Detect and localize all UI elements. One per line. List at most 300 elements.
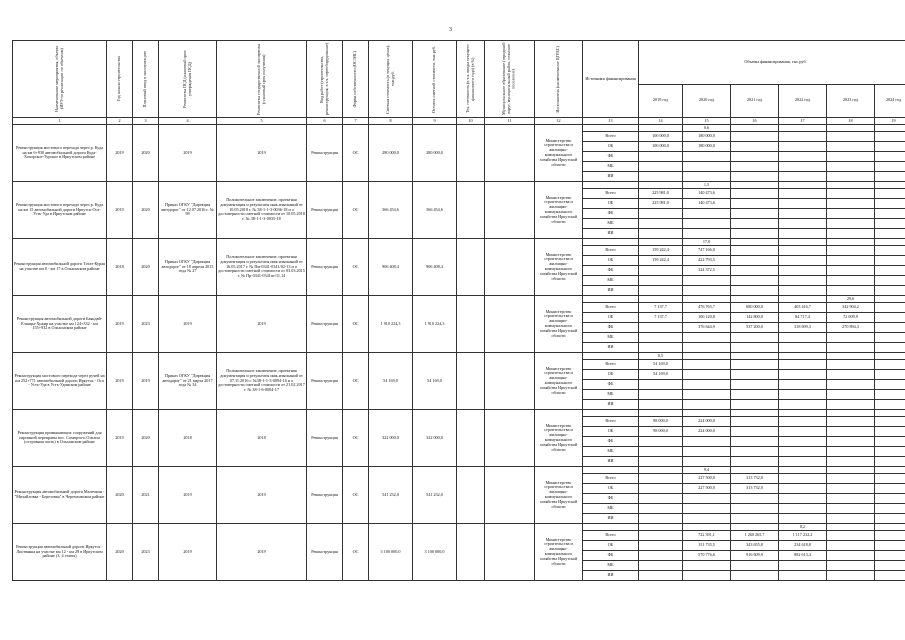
funding-amount: 313 732,0 [731,484,779,494]
readiness [457,296,485,353]
funding-source: ИИ [583,229,639,239]
psd-details: 2018 [159,410,217,467]
funding-amount [827,551,875,561]
funding-amount [779,152,827,162]
executor: Министерство строительства и жилищно-коммунального хозяйства Иркутской области [535,296,583,353]
funding-amount [875,313,905,323]
readiness [457,182,485,239]
table-row [13,410,905,417]
funding-amount: 403 416,7 [779,303,827,313]
funding-source: ФБ [583,152,639,162]
empty-cell [827,182,875,189]
funding-amount [731,172,779,182]
funding-amount [731,162,779,172]
funding-source: ОБ [583,370,639,380]
empty-cell [639,467,683,474]
funding-amount [639,541,683,551]
funding-amount [875,447,905,457]
readiness [457,524,485,581]
funding-source: МБ [583,333,639,343]
table-header [13,41,905,125]
progress-note: 17,0 [683,239,731,246]
funding-amount [731,447,779,457]
empty-cell [639,125,683,132]
funding-amount [875,417,905,427]
funding-amount: 98 000,0 [639,417,683,427]
expertise-details: Положительное заключение, проектная документация и результаты инж.изысканий от 16.05.2017 г. № Пм-0341-0341/02-13 и о достоверности сметной стоимости от 03.03.2015 г. № Пр-0341-0341пт/11.14 [217,239,307,296]
psd-details: 2019 [159,296,217,353]
funding-source: МБ [583,276,639,286]
readiness [457,467,485,524]
source-label-blank [583,239,639,246]
funding-amount [827,380,875,390]
funding-amount [779,370,827,380]
year-header: 2024 год [875,84,905,117]
funding-amount [827,514,875,524]
commission-year: 2019 [133,353,159,410]
funding-amount: 100 120,8 [683,313,731,323]
progress-note: 8,2 [779,524,827,531]
funding-amount: 180 000,0 [683,132,731,142]
funding-amount [639,229,683,239]
empty-cell [731,467,779,474]
psd-details: Приказ ОГКУ "Дирекция автодорог" от 12.07.2016 г. № 98 [159,182,217,239]
funding-amount [639,561,683,571]
column-number: 15 [683,118,731,125]
column-number: 11 [485,118,535,125]
funding-source: ИИ [583,343,639,353]
funding-amount [827,142,875,152]
start-year: 2020 [107,524,133,581]
column-number: 16 [731,118,779,125]
funding-amount [731,390,779,400]
table-row [13,182,905,189]
ownership-form: ОС [343,125,369,182]
funding-amount [639,484,683,494]
funding-amount [731,494,779,504]
funding-amount [827,400,875,410]
funding-amount [827,219,875,229]
funding-amount [779,457,827,467]
funding-amount [731,561,779,571]
psd-details: Приказ ОГКУ "Дирекция автодорог" от 10 апреля 2015 года № 27 [159,239,217,296]
funding-amount: 722 391,1 [683,531,731,541]
object-name: Реконструкция примыкающих сооружений для паромной переправы пос. Сахюрта-о.Ольхон (островная часть) в Ольхонском районе [13,410,107,467]
funding-amount: 225 981,0 [639,189,683,199]
funding-amount [683,400,731,410]
funding-amount [731,400,779,410]
work-type: Реконструкция [307,353,343,410]
empty-cell [875,467,905,474]
progress-note: 0,5 [639,353,683,360]
ownership-form: ОС [343,524,369,581]
funding-amount: 54 169,0 [639,370,683,380]
funding-amount [731,286,779,296]
funding-amount: 1 260 265,7 [731,531,779,541]
progress-note: 1,5 [683,182,731,189]
empty-cell [731,524,779,531]
object-name: Реконструкция мостового перехода через р. Куда на км 6+930 автомобильной дороги Куда-Хохорское-Турское в Иркутском районе [13,125,107,182]
empty-cell [827,353,875,360]
funding-amount [875,380,905,390]
funding-amount [827,286,875,296]
header-municipality: Муниципальное образование (городской округ, муниципальный район, сельское поселение) [485,41,535,118]
remaining-cost: 3 100 000,0 [413,524,457,581]
funding-amount [827,132,875,142]
municipality [485,467,535,524]
work-type: Реконструкция [307,182,343,239]
funding-source: ФБ [583,266,639,276]
funding-amount [639,390,683,400]
municipality [485,353,535,410]
funding-amount [779,132,827,142]
funding-amount [779,447,827,457]
funding-source: ОБ [583,541,639,551]
header-work-type: Вид работ (строительство, реконструкция, в т.ч. переоборудование) [307,41,343,118]
funding-amount [731,417,779,427]
funding-amount [731,199,779,209]
expertise-details: Положительное заключение, проектная документация и результаты инж.изысканий от 10.05.2018 г. № 38-1-1-3-0036-18 и о достоверности сметной стоимости от 10.05.2018 г. № 38-1-1-3-0035-18 [217,182,307,239]
funding-amount [779,172,827,182]
funding-amount [827,561,875,571]
column-number: 10 [457,118,485,125]
funding-amount [639,343,683,353]
source-label-blank [583,353,639,360]
header-expertise: Реквизиты государственной экспертизы (плановый срок получения) [217,41,307,118]
estimated-cost: 3 100 000,0 [369,524,413,581]
empty-cell [731,410,779,417]
funding-amount [827,199,875,209]
funding-amount [779,219,827,229]
funding-amount [875,189,905,199]
funding-source: МБ [583,561,639,571]
funding-amount [639,276,683,286]
funding-amount [779,390,827,400]
funding-amount [683,229,731,239]
executor: Министерство строительства и жилищно-коммунального хозяйства Иркутской области [535,410,583,467]
funding-amount: 140 473,6 [683,199,731,209]
source-label-blank [583,296,639,303]
table-row [13,125,905,132]
funding-amount [683,343,731,353]
funding-amount [683,370,731,380]
funding-amount [827,256,875,266]
table-body [13,125,905,581]
funding-amount: 100 000,0 [639,142,683,152]
funding-amount [779,417,827,427]
work-type: Реконструкция [307,239,343,296]
empty-cell [731,353,779,360]
funding-amount [827,484,875,494]
funding-amount [875,400,905,410]
funding-amount [779,229,827,239]
progress-note [683,410,731,417]
empty-cell [875,353,905,360]
funding-amount: 342 904,2 [827,303,875,313]
funding-source: МБ [583,390,639,400]
empty-cell [779,353,827,360]
year-header: 2023 год [827,84,875,117]
empty-cell [875,239,905,246]
funding-amount: 7 137,7 [639,313,683,323]
funding-amount: 100 000,0 [639,132,683,142]
funding-amount [639,504,683,514]
funding-amount [779,474,827,484]
funding-source: МБ [583,447,639,457]
remaining-cost: 366 454,6 [413,182,457,239]
funding-amount [875,494,905,504]
funding-source: ИИ [583,286,639,296]
funding-amount [683,390,731,400]
empty-cell [683,524,731,531]
funding-source: МБ [583,162,639,172]
municipality [485,410,535,467]
funding-amount [639,380,683,390]
funding-amount [875,323,905,333]
funding-amount [875,437,905,447]
funding-amount: 84 717,4 [779,313,827,323]
funding-amount: 72 009,9 [827,313,875,323]
funding-amount: 159 242,4 [639,256,683,266]
empty-cell [639,410,683,417]
start-year: 2019 [107,125,133,182]
funding-amount: 882 613,4 [779,551,827,561]
column-number: 17 [779,118,827,125]
start-year: 2020 [107,467,133,524]
estimated-cost: 280 000,0 [369,125,413,182]
empty-cell [779,125,827,132]
table-row [13,524,905,531]
funding-amount [827,360,875,370]
funding-amount [639,551,683,561]
column-number-row [13,118,905,125]
funding-amount [731,256,779,266]
header-funding-group: Объемы финансирования, тыс.руб. [639,41,905,85]
funding-amount [875,427,905,437]
funding-amount: 224 000,0 [683,427,731,437]
source-label-blank [583,524,639,531]
empty-cell [827,467,875,474]
empty-cell [779,182,827,189]
funding-amount [779,380,827,390]
funding-amount [731,571,779,581]
funding-amount [683,380,731,390]
object-name: Реконструкция мостового перехода через р. Куда на км 15 автомобильной дороги Иркутск-Оса-Усть-Уда в Иркутском районе [13,182,107,239]
funding-amount: 142 800,0 [731,313,779,323]
estimated-cost: 906 408,4 [369,239,413,296]
funding-amount [779,209,827,219]
funding-amount [779,427,827,437]
header-estimated-cost: Сметная стоимость (в текущих ценах), тыс.руб. [369,41,413,118]
funding-amount [875,504,905,514]
funding-amount [827,343,875,353]
commission-year: 2023 [133,296,159,353]
funding-amount [827,447,875,457]
ownership-form: ОС [343,296,369,353]
executor: Министерство строительства и жилищно-коммунального хозяйства Иркутской области [535,182,583,239]
empty-cell [639,182,683,189]
funding-amount: 227 500,0 [683,474,731,484]
funding-amount [827,189,875,199]
funding-amount [827,541,875,551]
empty-cell [779,467,827,474]
funding-source: Всего [583,360,639,370]
work-type: Реконструкция [307,125,343,182]
funding-source: ФБ [583,494,639,504]
estimated-cost: 54 169,0 [369,353,413,410]
column-number: 4 [159,118,217,125]
funding-amount [875,219,905,229]
funding-amount [827,390,875,400]
empty-cell [875,410,905,417]
funding-amount [639,571,683,581]
source-label-blank [583,182,639,189]
funding-amount [639,266,683,276]
funding-source: ФБ [583,209,639,219]
executor: Министерство строительства и жилищно-коммунального хозяйства Иркутской области [535,524,583,581]
column-number: 2 [107,118,133,125]
funding-amount [731,132,779,142]
psd-details: 2019 [159,467,217,524]
funding-source: Всего [583,303,639,313]
empty-cell [731,239,779,246]
funding-amount [683,504,731,514]
funding-amount: 570 776,6 [683,551,731,561]
start-year: 2019 [107,410,133,467]
funding-source: Всего [583,189,639,199]
funding-source: ФБ [583,551,639,561]
funding-amount [731,380,779,390]
funding-amount: 151 735,5 [683,541,731,551]
column-number: 6 [307,118,343,125]
progress-note: 29,6 [827,296,875,303]
empty-cell [875,296,905,303]
object-name: Реконструкция автомобильной дороги Иркутск - Листвянка на участке км 12 - км 29 в Иркутском районе (3, 4 этапы) [13,524,107,581]
municipality [485,296,535,353]
column-number: 19 [875,118,905,125]
funding-amount [639,514,683,524]
funding-amount [827,229,875,239]
funding-amount [779,504,827,514]
year-header: 2019 год [639,84,683,117]
empty-cell [827,410,875,417]
funding-amount [875,360,905,370]
funding-amount [827,474,875,484]
funding-amount [875,246,905,256]
funding-amount: 227 500,0 [683,484,731,494]
funding-amount [875,531,905,541]
funding-source: МБ [583,504,639,514]
year-header: 2022 год [779,84,827,117]
funding-amount [827,370,875,380]
executor: Министерство строительства и жилищно-коммунального хозяйства Иркутской области [535,467,583,524]
funding-amount [827,417,875,427]
funding-amount [875,162,905,172]
funding-amount [875,172,905,182]
funding-amount [827,531,875,541]
municipality [485,182,535,239]
funding-amount [875,484,905,494]
funding-amount: 343 655,8 [731,541,779,551]
funding-amount [827,162,875,172]
funding-amount [731,437,779,447]
funding-amount [683,276,731,286]
expertise-details: 2019 [217,467,307,524]
remaining-cost: 1 910 224,3 [413,296,457,353]
funding-amount [875,266,905,276]
expertise-details: 2019 [217,296,307,353]
header-readiness: Тех. готовность (в т.ч. вводы текущего финансового года) (в %) [457,41,485,118]
municipality [485,239,535,296]
funding-amount [779,561,827,571]
empty-cell [731,296,779,303]
commission-year: 2020 [133,182,159,239]
funding-amount [683,152,731,162]
funding-amount: 7 137,7 [639,303,683,313]
funding-amount [683,162,731,172]
funding-amount [639,172,683,182]
empty-cell [875,125,905,132]
funding-amount [779,142,827,152]
funding-amount [875,142,905,152]
empty-cell [827,125,875,132]
funding-amount [683,457,731,467]
column-number: 5 [217,118,307,125]
funding-amount [875,514,905,524]
executor: Министерство строительства и жилищно-коммунального хозяйства Иркутской области [535,239,583,296]
estimated-cost: 541 232,0 [369,467,413,524]
column-number: 8 [369,118,413,125]
funding-amount: 224 000,0 [683,417,731,427]
funding-amount [683,571,731,581]
table-row [13,353,905,360]
funding-amount [875,286,905,296]
funding-amount [639,531,683,541]
source-label-blank [583,125,639,132]
readiness [457,353,485,410]
object-name: Реконструкция автомобильной дороги Баяндай-Еланцы-Хужир на участке км 124+332 - км 155+932 в Ольхонском районе [13,296,107,353]
funding-amount [827,571,875,581]
funding-amount [731,514,779,524]
municipality [485,524,535,581]
funding-amount [779,514,827,524]
estimated-cost: 1 910 224,3 [369,296,413,353]
column-number: 1 [13,118,107,125]
funding-amount [731,189,779,199]
work-type: Реконструкция [307,524,343,581]
funding-amount [639,447,683,457]
funding-amount [683,333,731,343]
executor: Министерство строительства и жилищно-коммунального хозяйства Иркутской области [535,125,583,182]
estimated-cost: 366 454,6 [369,182,413,239]
funding-amount [731,333,779,343]
funding-amount [875,571,905,581]
table-row [13,467,905,474]
funding-amount [875,551,905,561]
funding-amount [875,303,905,313]
document-page [12,40,902,636]
funding-amount [827,427,875,437]
funding-amount [731,427,779,437]
column-number: 13 [583,118,639,125]
funding-amount [779,494,827,504]
funding-amount [779,189,827,199]
ownership-form: ОС [343,467,369,524]
funding-source: ИИ [583,400,639,410]
funding-source: ОБ [583,484,639,494]
progress-note: 0,6 [683,125,731,132]
funding-amount [639,209,683,219]
